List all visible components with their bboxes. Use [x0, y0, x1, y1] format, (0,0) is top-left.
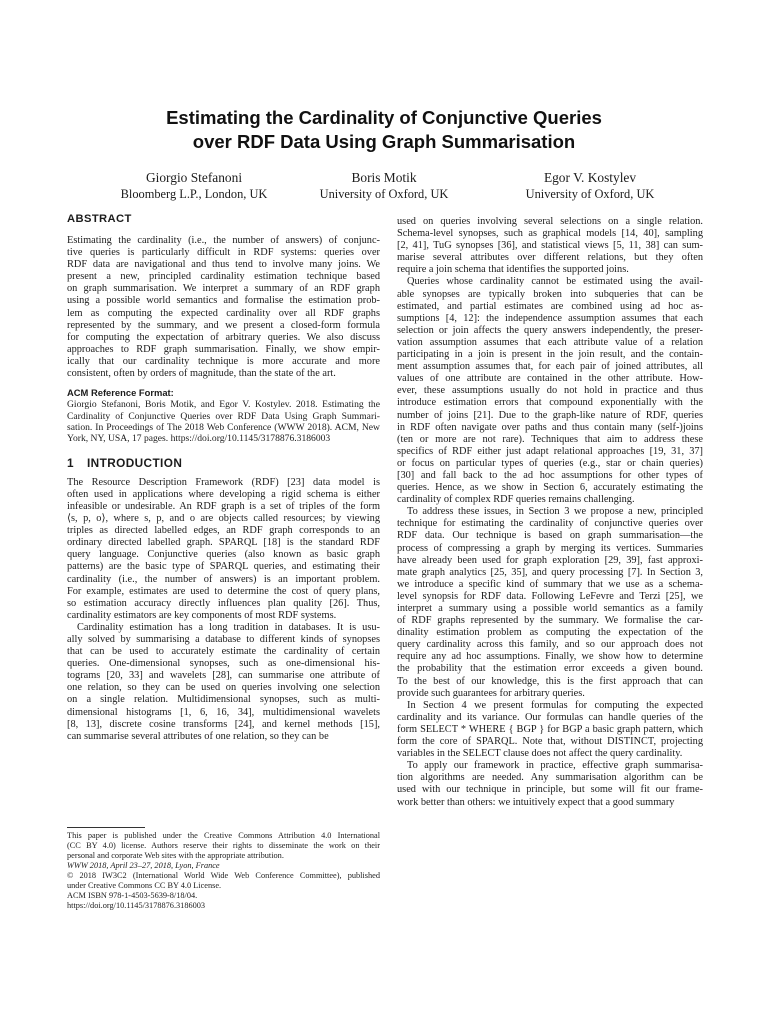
- text-line: approaches to RDF graph summarisation. Finally, we show empir-: [67, 343, 380, 355]
- text-line: one relation, so they can be used on queries involving one selection: [67, 682, 380, 694]
- text-line: require a join schema that identifies the supported joins.: [397, 264, 629, 276]
- text-line: work better than others: we intuitively expect that a good summary: [397, 796, 675, 808]
- text-line: estimated, and partial estimates are combined using ad hoc as-: [397, 300, 703, 312]
- right-column: [397, 216, 703, 809]
- text-line: for computing the expectation of arbitrary queries. We also discuss: [67, 331, 380, 343]
- text-line: ically that our cardinality technique is more accurate and more: [67, 355, 380, 367]
- intro-body: [67, 477, 380, 743]
- footnote-line: personal and corporate Web sites with the appropriate attribution.: [67, 851, 284, 860]
- text-line: ⟨s, p, o⟩, where s, p, and o are objects called resources; by viewing: [67, 513, 380, 525]
- text-line: sumptions [4, 12]: the independence assumption assumes that each: [397, 312, 703, 324]
- text-line: interpret a summary using a possible world semantics as a family: [397, 603, 703, 614]
- text-line: vation assumption assumes that each attribute value of a relation: [397, 336, 703, 348]
- text-line: cardinality estimators are key components of most RDF systems.: [67, 609, 337, 621]
- author-name: Giorgio Stefanoni: [145, 170, 243, 185]
- text-line: Cardinality estimation has a long tradition in databases. It is usu-: [77, 621, 380, 633]
- text-line: marise several attributes over different relations, but they often: [397, 252, 703, 264]
- text-line: used with our technique in principle, but some will fit our frame-: [397, 784, 703, 796]
- text-line: queries. Hence, as we show in Section 6, accurately estimating the: [397, 482, 703, 494]
- text-line: To address these issues, in Section 3 we propose a new, principled: [407, 506, 703, 518]
- text-line: [8, 13], discrete cosine transforms [24], and kernel methods [15],: [67, 718, 380, 730]
- text-line: or focus on particular types of queries (e.g., star or chain queries): [397, 457, 703, 469]
- title-line: Estimating the Cardinality of Conjunctive Queries: [166, 107, 602, 128]
- text-line: so estimation accuracy directly influences plan quality [26]. Thus,: [67, 597, 380, 609]
- paper-title: [0, 106, 768, 154]
- right-body: [397, 216, 703, 809]
- author-affiliation: University of Oxford, UK: [319, 187, 449, 201]
- author-name: Boris Motik: [351, 170, 417, 185]
- text-line: variables in the SELECT clause does not affect the query cardinality.: [397, 748, 683, 760]
- text-line: present a new, principled cardinality estimation technique based: [67, 271, 380, 283]
- text-line: lem as computing the expected cardinality over all RDF graphs: [67, 307, 380, 319]
- text-line: dinality estimation problem as computing the expectation of the: [397, 627, 703, 639]
- text-line: using a possible world semantics and formalise the estimation prob-: [67, 295, 380, 307]
- text-line: RDF data. Our technique is based on graph summarisation—the: [397, 530, 703, 542]
- author-block: [480, 170, 700, 202]
- text-line: mate graph analytics [25, 35], and query processing [7]. In Section 3,: [397, 566, 703, 578]
- author-affiliation: Bloomberg L.P., London, UK: [120, 187, 268, 201]
- text-line: often used in applications where developing a rigid schema is either: [67, 488, 380, 500]
- text-line: triples as directed labelled edges, an RDF graph corresponds to an: [67, 525, 380, 537]
- text-line: In Section 4 we present formulas for computing the expected: [407, 699, 703, 711]
- text-line: RDF data are navigational and thus tend to involve many joins. We: [67, 259, 380, 271]
- acm-reference-heading: ACM Reference Format:: [67, 387, 174, 399]
- text-line: in RDF often navigate over paths and thus contain many (self-)joins: [397, 421, 703, 433]
- text-line: Cardinality of Conjunctive Queries over RDF Data Using Graph Summari-: [67, 410, 380, 422]
- footnote: [67, 831, 380, 911]
- footnote-copyright: [67, 871, 380, 891]
- text-line: require any ad hoc assumptions. Finally, we show how to determine: [397, 651, 703, 663]
- footnote-rule: [67, 827, 145, 828]
- text-line: that can be used to accurately estimate the cardinality of certain: [67, 646, 380, 658]
- text-line: York, NY, USA, 17 pages. https://doi.org/10.1145/3178876.3186003: [67, 433, 331, 445]
- text-line: cardinality of complex RDF queries remains challenging.: [397, 494, 635, 506]
- section-number: 1: [67, 455, 74, 470]
- footnote-line: under Creative Commons CC BY 4.0 License.: [67, 881, 222, 890]
- text-line: represented by the summary, and we present a closed-form formula: [67, 319, 380, 331]
- text-line: have already been used for graph exploration [29, 39], fast approxi-: [397, 554, 703, 566]
- text-line: [30] and fall back to the ad hoc assumptions for other types of: [397, 469, 703, 481]
- text-line: values of one attribute are contained in the other attribute. How-: [397, 373, 703, 385]
- text-line: Giorgio Stefanoni, Boris Motik, and Egor V. Kostylev. 2018. Estimating the: [67, 399, 380, 411]
- text-line: Queries whose cardinality cannot be estimated using the avail-: [407, 276, 703, 288]
- text-line: form SELECT * WHERE { BGP } for BGP a basic graph pattern, which: [397, 723, 703, 735]
- text-line: able synopses are typically broken into subqueries that can be: [397, 288, 703, 300]
- abstract-heading: ABSTRACT: [67, 213, 132, 225]
- text-line: of RDF graphs represented by the summary. We formalise the car-: [397, 615, 703, 627]
- text-line: level synopsis for RDF data. Following LeFevre and Terzi [25], we: [397, 590, 703, 602]
- text-line: query cardinality across this family, and so our approach does not: [397, 639, 703, 651]
- section-heading: [67, 456, 380, 470]
- text-line: infeasible or undesirable. An RDF graph is a set of triples of the form: [67, 500, 380, 512]
- author-block: [84, 170, 304, 202]
- text-line: tograms [20, 33] and wavelets [28], can summarise one attribute of: [67, 670, 380, 682]
- text-line: on a single relation. Multidimensional synopses, such as multi-: [67, 694, 380, 706]
- text-line: Schema-level synopses, such as graphical models [14, 40], sampling: [397, 228, 703, 240]
- text-line: the probability that the estimation error exceeds a given bound.: [397, 663, 703, 675]
- text-line: on graph summarisation. We interpret a summary of an RDF graph: [67, 283, 380, 295]
- text-line: The Resource Description Framework (RDF) [23] data model is: [67, 476, 380, 488]
- text-line: ment assumption assumes that, for each pair of joined attributes, all: [397, 361, 703, 373]
- text-line: patterns) are the basic type of SPARQL queries, and estimating their: [67, 561, 380, 573]
- text-line: used on queries involving several selections on a single relation.: [397, 216, 703, 227]
- footnote-line: © 2018 IW3C2 (International World Wide Web Conference Committee), published: [67, 871, 380, 880]
- footnote-license: [67, 831, 380, 861]
- footnote-doi: https://doi.org/10.1145/3178876.3186003: [67, 901, 206, 910]
- footnote-line: (CC BY 4.0) license. Authors reserve their rights to disseminate the work on their: [67, 841, 380, 850]
- text-line: cardinality and its variance. Our formulas can handle queries of the: [397, 711, 703, 723]
- text-line: cardinality (i.e., the number of answers) is an important problem.: [67, 573, 380, 585]
- text-line: we introduce a specific kind of summary that we use as a schema-: [397, 578, 703, 590]
- text-line: consistent, often by orders of magnitude, than the state of the art.: [67, 368, 336, 380]
- text-line: selection or join affects the query answers independently, the preser-: [397, 324, 703, 336]
- text-line: participating in a join is present in the join result, and the contain-: [397, 349, 703, 361]
- text-line: tion algorithms are needed. Any summarisation algorithm can be: [397, 772, 703, 784]
- text-line: To apply our framework in practice, effective graph summarisa-: [407, 760, 703, 772]
- text-line: technique for estimating the cardinality of conjunctive queries over: [397, 518, 703, 530]
- text-line: sation. In Proceedings of The 2018 Web Conference (WWW 2018). ACM, New: [67, 421, 380, 433]
- acm-reference-body: [67, 399, 380, 445]
- footnote-venue: WWW 2018, April 23–27, 2018, Lyon, France: [67, 861, 220, 870]
- text-line: [2, 41], TuG synopses [36], and statistical views [5, 11, 38] can sum-: [397, 240, 703, 252]
- title-line: over RDF Data Using Graph Summarisation: [192, 131, 576, 152]
- text-line: provide such guarantees for arbitrary queries.: [397, 687, 585, 699]
- section-title: INTRODUCTION: [87, 455, 183, 470]
- footnote-isbn: ACM ISBN 978-1-4503-5639-8/18/04.: [67, 891, 198, 900]
- text-line: can summarise several attributes of one relation, so they can be: [67, 730, 329, 742]
- text-line: introduce estimation errors that compound exponentially with the: [397, 397, 703, 409]
- text-line: To the best of our knowledge, this is the first approach that can: [397, 675, 703, 687]
- text-line: process of compressing a graph by merging its vertices. Summaries: [397, 542, 703, 554]
- text-line: For example, estimates are used to determine the cost of query plans,: [67, 585, 380, 597]
- author-block: [274, 170, 494, 202]
- text-line: dimensional histograms [1, 6, 16, 34], multidimensional wavelets: [67, 706, 380, 718]
- text-line: ally solved by summarising a database to different kinds of synopses: [67, 633, 380, 645]
- text-line: number of joins [21]. Due to the graph-like nature of RDF, queries: [397, 409, 703, 421]
- footnote-line: This paper is published under the Creative Commons Attribution 4.0 International: [67, 831, 380, 840]
- text-line: tive queries is particularly difficult in RDF systems: queries over: [67, 247, 380, 259]
- text-line: (ten or more are not rare). Techniques that aim to address these: [397, 433, 703, 445]
- text-line: queries. One-dimensional synopses, such as one-dimensional his-: [67, 658, 380, 670]
- text-line: query language. Conjunctive queries (also known as basic graph: [67, 549, 380, 561]
- text-line: ever, these assumptions usually do not hold in practice and thus: [397, 385, 703, 397]
- abstract-body: [67, 235, 380, 380]
- text-line: form the core of SPARQL. Note that, without DISTINCT, projecting: [397, 736, 703, 748]
- text-line: Estimating the cardinality (i.e., the number of answers) of conjunc-: [67, 235, 380, 246]
- text-line: ordinary directed labelled graph. SPARQL [18] is the standard RDF: [67, 537, 380, 549]
- text-line: specifics of RDF either just adapt relational approaches [19, 31, 37]: [397, 445, 703, 457]
- left-column: [67, 212, 380, 743]
- author-name: Egor V. Kostylev: [543, 170, 637, 185]
- author-affiliation: University of Oxford, UK: [525, 187, 655, 201]
